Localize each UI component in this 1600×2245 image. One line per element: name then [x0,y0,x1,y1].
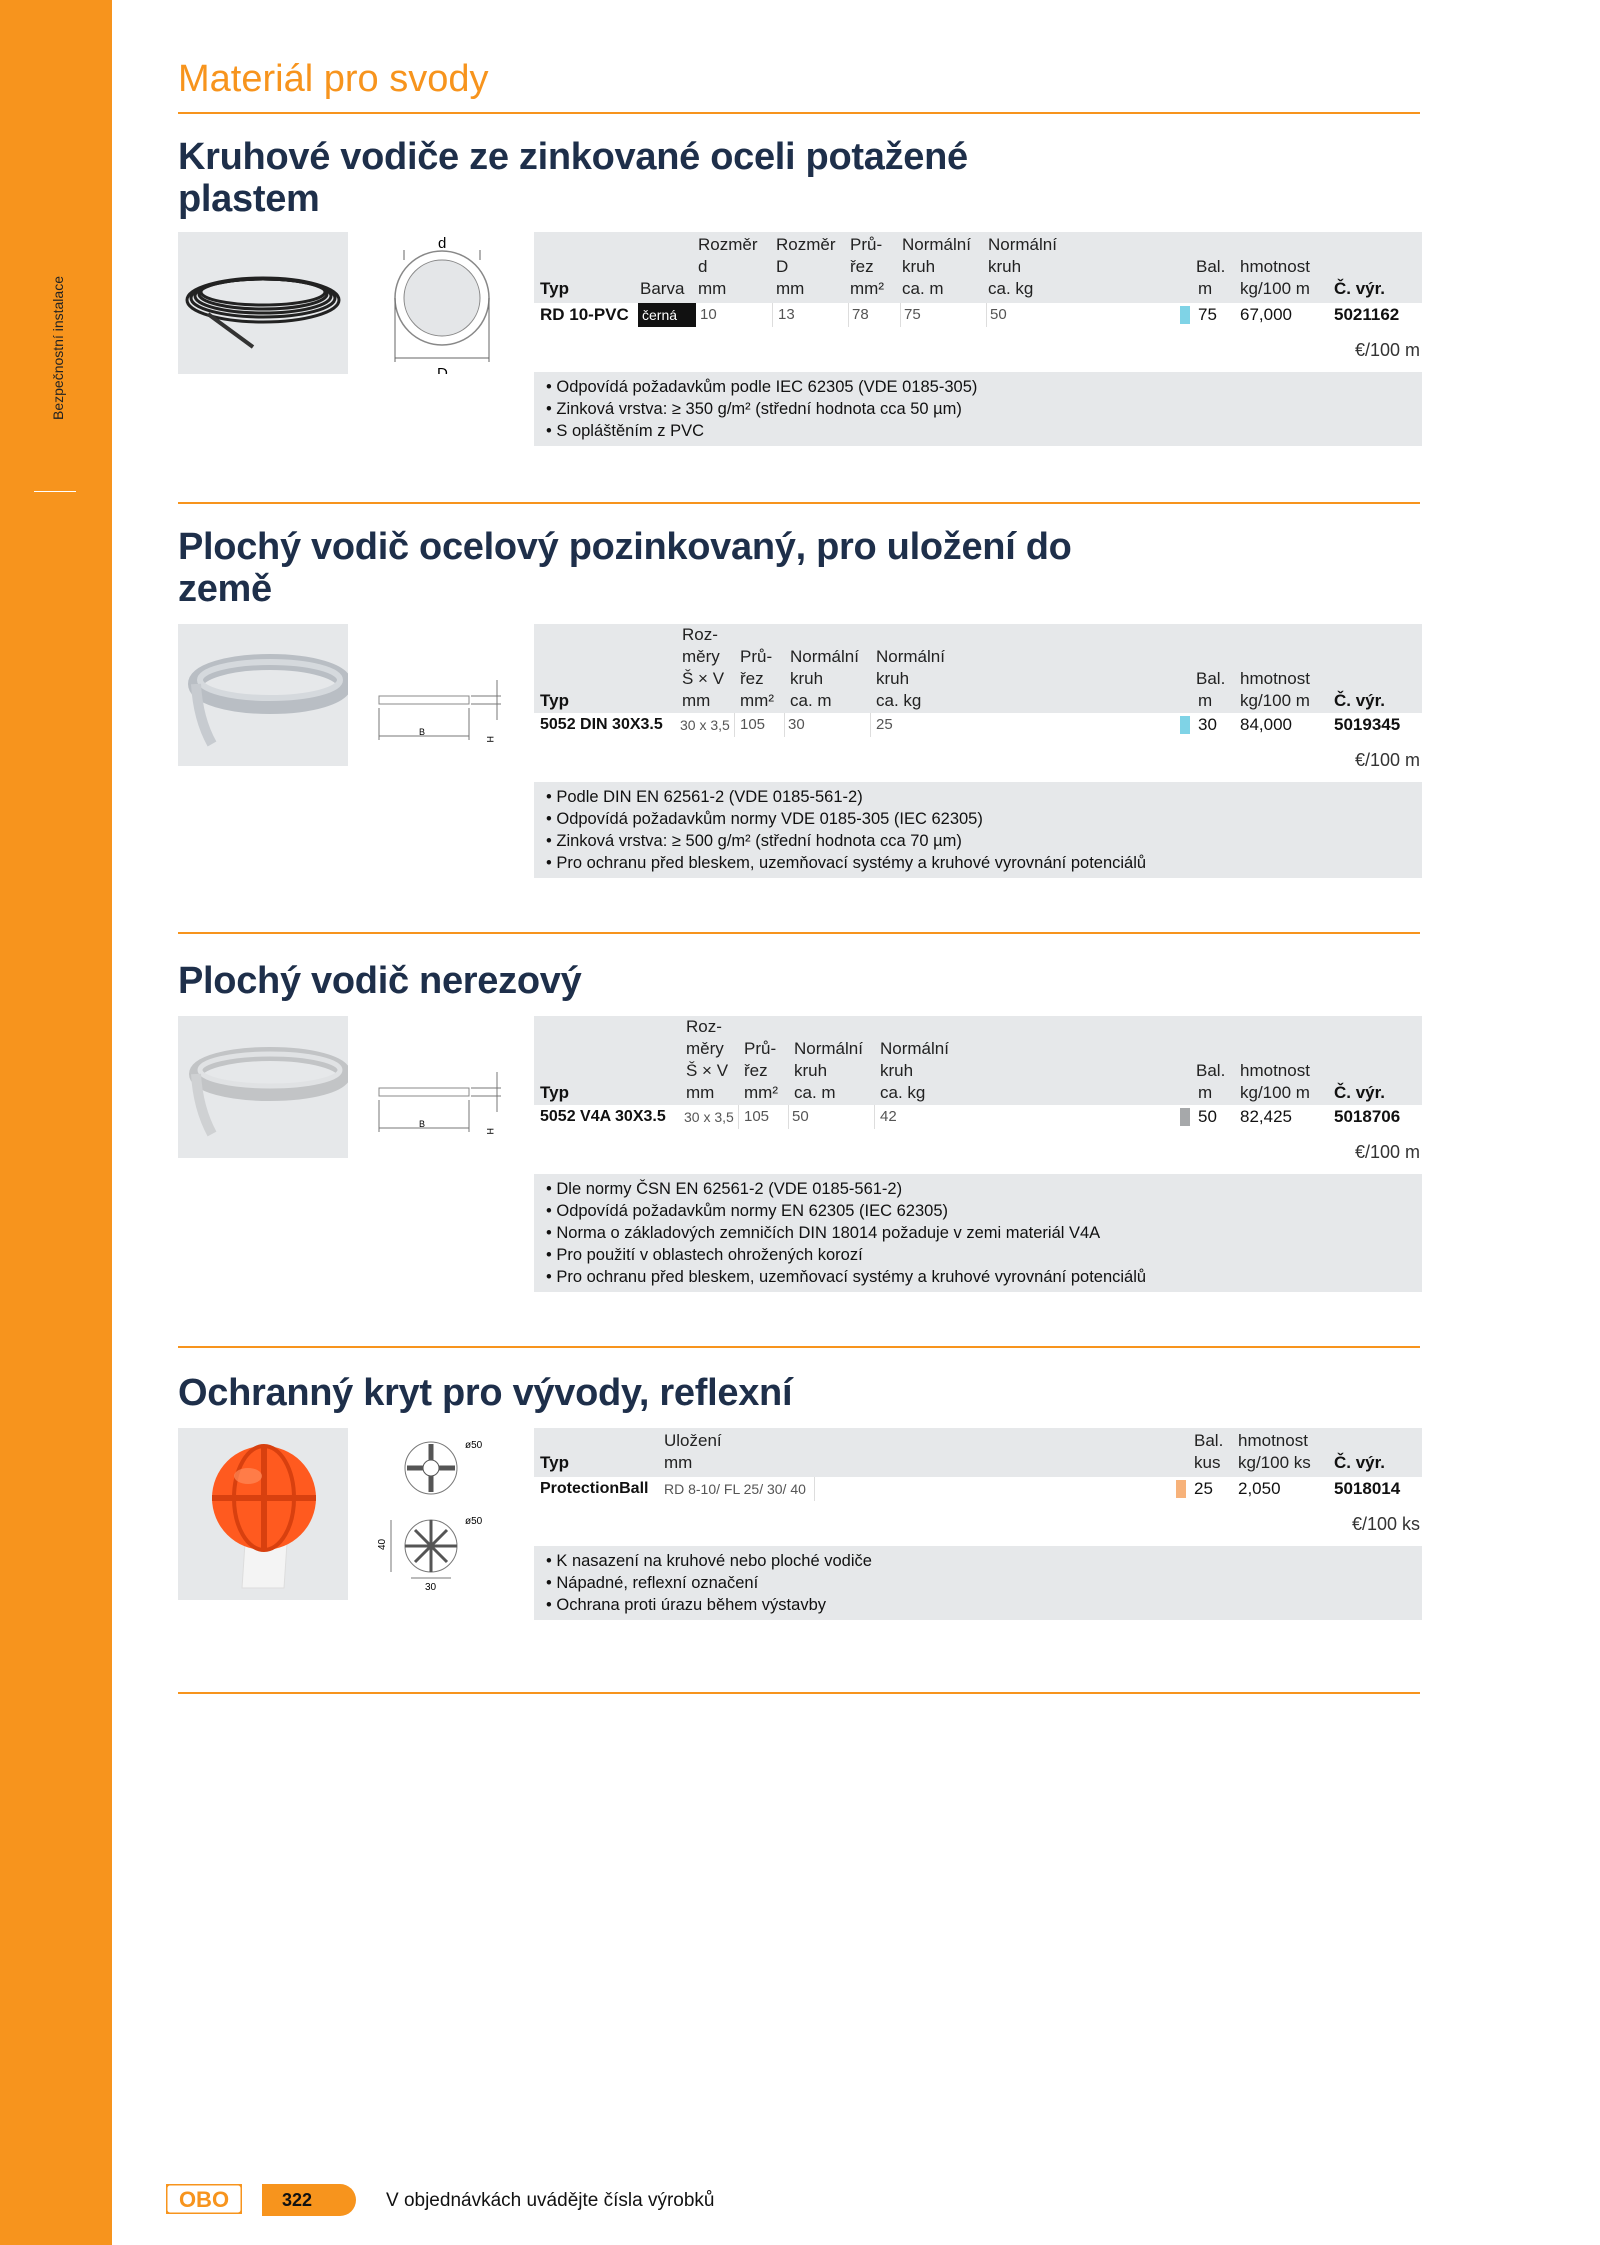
status-swatch [1180,1108,1190,1126]
bullet-item: • Pro ochranu před bleskem, uzemňovací systémy a kruhové vyrovnání potenciálů [546,1268,1147,1286]
header-c4-3: ca. kg [880,1083,926,1102]
cell-typ: 5052 DIN 30X3.5 [540,716,663,733]
header-c3-2: řez [850,257,874,276]
bullet-item: • Nápadné, reflexní označení [546,1574,759,1592]
bullet-item: • Pro ochranu před bleskem, uzemňovací systémy a kruhové vyrovnání potenciálů [546,854,1147,872]
footer-note: V objednávkách uvádějte čísla výrobků [386,2190,715,2211]
header-c2-2: D [776,257,789,276]
header-c1-4: mm [682,691,711,710]
cell-hm: 84,000 [1240,715,1292,734]
header-c2: Rozměr [776,235,836,254]
header-c5-2: kruh [988,257,1022,276]
color-badge: černá [638,303,696,327]
header-c3-2: kruh [790,669,824,688]
section-1-table [534,232,1422,324]
header-c4: Normální [902,235,971,254]
header-bal-2: m [1198,1083,1213,1102]
cell-typ: ProtectionBall [540,1480,649,1497]
section-4-photo [178,1428,348,1600]
header-c1: Roz- [686,1017,722,1036]
price-unit: €/100 m [1354,340,1420,360]
sidebar-label: Bezpečnostní instalace [50,276,66,420]
section-4-table [534,1428,1422,1498]
section-4-bullets [534,1546,1422,1620]
header-hm-2: kg/100 m [1240,691,1310,710]
divider [178,932,1420,934]
drawing-label-B: B [419,727,426,737]
header-hm: hmotnost [1240,1061,1310,1080]
header-barva: Barva [640,279,685,298]
cell-cv: 5018706 [1334,1107,1401,1126]
header-typ: Typ [540,1083,569,1102]
bullet-item: • S opláštěním z PVC [546,422,705,440]
status-swatch [1180,306,1190,324]
bullet-item: • Odpovídá požadavkům normy EN 62305 (IEC 62305) [546,1202,948,1220]
cell-c2: 105 [740,1105,789,1129]
section-2-photo [178,624,348,766]
price-unit: €/100 m [1354,1142,1420,1162]
section-2-title: Plochý vodič ocelový pozinkovaný, pro uložení do země [178,526,1072,610]
divider [178,1346,1420,1348]
header-hm-2: kg/100 m [1240,1083,1310,1102]
cell-typ: RD 10-PVC [540,305,629,324]
header-c4-2: kruh [902,257,936,276]
header-c2-2: řez [740,669,764,688]
section-4-drawing [375,1428,505,1600]
bullet-item: • Zinková vrstva: ≥ 350 g/m² (střední hodnota cca 50 µm) [546,400,962,418]
status-swatch [1180,716,1190,734]
page-title: Materiál pro svody [178,58,489,100]
header-c4-2: kruh [880,1061,914,1080]
drawing-label-B: B [419,1119,426,1129]
table-row [534,1104,1422,1129]
divider [178,112,1420,114]
header-hm-2: kg/100 ks [1238,1453,1311,1472]
cell-c2: 13 [774,303,849,327]
cell-c3: 50 [788,1105,875,1129]
section-4-title: Ochranný kryt pro vývody, reflexní [178,1372,793,1414]
table-row [534,1476,1422,1501]
header-c1-3: Š × V [682,669,725,688]
cell-hm: 82,425 [1240,1107,1292,1126]
cell-c3: 78 [848,303,901,327]
divider [178,1692,1420,1694]
cell-cv: 5018014 [1334,1479,1401,1498]
section-2-bullets [534,782,1422,878]
section-1-drawing [375,232,505,374]
dimension-label-diameter: ø50 [465,1440,483,1451]
table-row [534,712,1422,737]
section-3-title: Plochý vodič nerezový [178,960,582,1002]
section-1-bullets [534,372,1422,446]
header-hm-2: kg/100 m [1240,279,1310,298]
header-c3: Normální [794,1039,863,1058]
drawing-label-H: H [485,736,495,743]
section-3-photo [178,1016,348,1158]
header-c3: Normální [790,647,859,666]
header-bal-2: m [1198,279,1213,298]
price-unit: €/100 ks [1351,1514,1420,1534]
header-typ: Typ [540,279,569,298]
header-c1-2: měry [686,1039,724,1058]
header-c5: Normální [988,235,1057,254]
cell-cv: 5019345 [1334,715,1401,734]
divider [178,502,1420,504]
cell-c1: 30 x 3,5 [680,1105,739,1129]
section-3-table [534,1016,1422,1126]
header-bal-2: m [1198,691,1213,710]
cell-c2: 105 [736,713,785,737]
cell-bal: 30 [1198,715,1217,734]
dimension-label-height: 40 [377,1538,388,1550]
header-typ: Typ [540,1453,569,1472]
dimension-label-width: 30 [425,1582,437,1593]
section-2-drawing [375,624,505,766]
header-hm: hmotnost [1240,669,1310,688]
header-c3-3: ca. m [790,691,832,710]
header-bal-2: kus [1194,1453,1221,1472]
header-c1: Rozměr [698,235,758,254]
bullet-item: • Norma o základových zemničích DIN 18014 požaduje v zemi materiál V4A [546,1224,1101,1242]
logo-text: OBO [178,2187,230,2212]
table-row [534,302,1422,327]
header-c1-3: mm [698,279,727,298]
cell-c4: 75 [900,303,987,327]
cell-typ: 5052 V4A 30X3.5 [540,1108,666,1125]
cell-hm: 2,050 [1238,1479,1281,1498]
drawing-label-d: d [438,235,447,252]
header-c4: Normální [876,647,945,666]
header-bal: Bal. [1196,669,1226,688]
cell-bal: 50 [1198,1107,1217,1126]
cell-cv: 5021162 [1334,305,1400,324]
header-bal: Bal. [1196,257,1226,276]
header-c3: Prů- [850,235,883,254]
cell-c1: RD 8-10/ FL 25/ 30/ 40 [660,1477,815,1501]
cell-c5: 50 [990,306,1007,323]
header-c4-3: ca. kg [876,691,922,710]
header-c2: Prů- [744,1039,777,1058]
header-c1-2: měry [682,647,720,666]
bullet-item: • Pro použití v oblastech ohrožených korozí [546,1246,863,1264]
bullet-item: • Odpovídá požadavkům normy VDE 0185-305 (IEC 62305) [546,810,983,828]
cell-c1: 10 [696,303,773,327]
header-c2-3: mm² [740,691,774,710]
header-c2-2: řez [744,1061,768,1080]
drawing-label-H: H [485,1128,495,1135]
header-c4-3: ca. m [902,279,944,298]
header-c1: Uložení [664,1431,722,1450]
cell-bal: 75 [1198,305,1217,324]
header-c1-2: d [698,257,708,276]
header-c2-3: mm² [744,1083,778,1102]
dimension-label-diameter: ø50 [465,1516,483,1527]
header-cv: Č. výr. [1334,279,1386,298]
header-cv: Č. výr. [1334,1083,1386,1102]
header-c5-3: ca. kg [988,279,1034,298]
header-typ: Typ [540,691,569,710]
section-3-bullets [534,1174,1422,1292]
status-swatch [1176,1480,1186,1498]
header-c3-3: mm² [850,279,884,298]
cell-c4: 25 [876,716,893,733]
header-bal: Bal. [1194,1431,1224,1450]
cell-c4: 42 [880,1108,897,1125]
header-hm: hmotnost [1238,1431,1308,1450]
cell-c1: 30 x 3,5 [676,713,735,737]
section-1-photo [178,232,348,374]
cell-hm: 67,000 [1240,305,1292,324]
header-cv: Č. výr. [1334,1453,1386,1472]
section-1-title: Kruhové vodiče ze zinkované oceli potažené plastem [178,136,968,220]
price-unit: €/100 m [1354,750,1420,770]
cell-c3: 30 [784,713,871,737]
header-c4: Normální [880,1039,949,1058]
page-number: 322 [262,2184,356,2216]
header-c2: Prů- [740,647,773,666]
header-c3-3: ca. m [794,1083,836,1102]
bullet-item: • Podle DIN EN 62561-2 (VDE 0185-561-2) [546,788,863,806]
header-c2-3: mm [776,279,805,298]
bullet-item: • Zinková vrstva: ≥ 500 g/m² (střední hodnota cca 70 µm) [546,832,962,850]
header-c3-2: kruh [794,1061,828,1080]
header-cv: Č. výr. [1334,691,1386,710]
sidebar-rule [34,491,76,492]
drawing-label-D: D [437,365,448,374]
header-hm: hmotnost [1240,257,1310,276]
header-c4-2: kruh [876,669,910,688]
bullet-item: • Ochrana proti úrazu během výstavby [546,1596,826,1614]
header-c1-2: mm [664,1453,693,1472]
bullet-item: • Dle normy ČSN EN 62561-2 (VDE 0185-561-2) [546,1180,903,1198]
section-2-table [534,624,1422,734]
bullet-item: • Odpovídá požadavkům podle IEC 62305 (VDE 0185-305) [546,378,978,396]
header-c1-3: Š × V [686,1061,729,1080]
bullet-item: • K nasazení na kruhové nebo ploché vodiče [546,1552,872,1570]
header-bal: Bal. [1196,1061,1226,1080]
obo-logo [166,2184,242,2214]
cell-bal: 25 [1194,1479,1213,1498]
header-c1: Roz- [682,625,718,644]
section-3-drawing [375,1016,505,1158]
header-c1-4: mm [686,1083,715,1102]
